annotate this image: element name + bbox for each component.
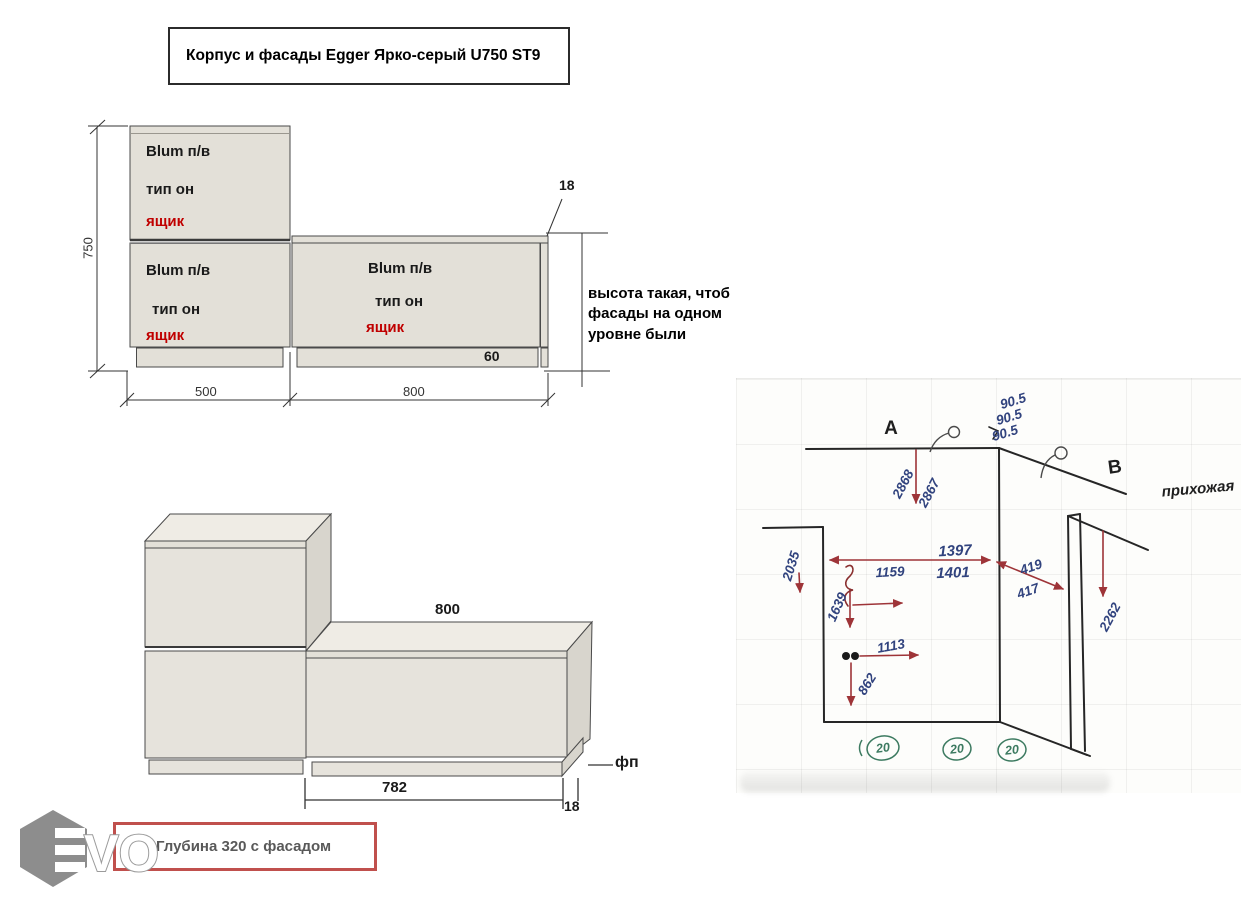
dim-height-750: 750 [80, 237, 96, 259]
isometric-drawing [145, 514, 592, 776]
dim-plinth-60: 60 [484, 348, 500, 364]
cabinet-label-drawer: ящик [366, 319, 405, 336]
title-box [168, 27, 570, 85]
sketch-dim-1639: 1639 [824, 590, 850, 624]
sketch-dim-417: 417 [1014, 580, 1042, 602]
depth-note-text: Глубина 320 с фасадом [156, 838, 332, 855]
sketch-gap-20: 20 [875, 740, 891, 756]
iso-dim-782: 782 [382, 779, 408, 796]
iso-plinth-label: фп [615, 754, 639, 771]
cabinet-label: Blum п/в [146, 143, 211, 160]
sketch-dim-1159: 1159 [875, 563, 905, 581]
sketch-dim-2868: 2868 [889, 467, 917, 501]
cabinet-label-drawer: ящик [146, 213, 185, 230]
sketch-angle-90-5: 90.5 [998, 389, 1028, 413]
iso-dim-18: 18 [564, 798, 580, 814]
watermark-text: VO [84, 825, 160, 883]
sketch-dim-2262: 2262 [1096, 600, 1124, 634]
cabinet-label: тип он [152, 301, 201, 318]
sketch-dim-1401: 1401 [936, 563, 970, 583]
dim-panel-18: 18 [559, 177, 575, 193]
sketch-gap-20: 20 [949, 741, 965, 757]
sketch-dim-1113: 1113 [875, 636, 907, 656]
elevation-drawing [130, 126, 548, 367]
sketch-dim-1397: 1397 [937, 541, 973, 561]
sketch-angle-90-5: 90.5 [994, 405, 1024, 429]
page-title: Корпус и фасады Egger Ярко-серый U750 ST9 [186, 47, 541, 64]
cabinet-label: Blum п/в [146, 262, 211, 279]
sketch-gap-20: 20 [1004, 742, 1020, 758]
dim-width-500: 500 [195, 384, 217, 399]
sketch-point-b: B [1106, 456, 1124, 479]
sketch-dim-419: 419 [1017, 556, 1045, 578]
iso-dim-800: 800 [435, 601, 461, 618]
cabinet-label-drawer: ящик [146, 327, 185, 344]
sketch-dim-862: 862 [854, 670, 880, 698]
hand-sketch-walls [763, 427, 1148, 756]
sketch-angle-90-5: 90.5 [990, 421, 1020, 445]
sketch-dim-2035: 2035 [779, 549, 803, 583]
cabinet-label: тип он [375, 293, 424, 310]
dim-width-800: 800 [403, 384, 425, 399]
watermark-hexagon-bars [55, 828, 85, 872]
sketch-dim-2867: 2867 [915, 476, 943, 510]
cabinet-label: Blum п/в [368, 260, 433, 277]
height-note: высота такая, чтоб фасады на одном уровне были [588, 285, 730, 343]
watermark-logo [0, 800, 240, 900]
outlet-symbol [842, 652, 859, 660]
sketch-point-a: A [884, 418, 898, 439]
cabinet-label: тип он [146, 181, 195, 198]
sketch-room-label: прихожая [1160, 477, 1236, 501]
